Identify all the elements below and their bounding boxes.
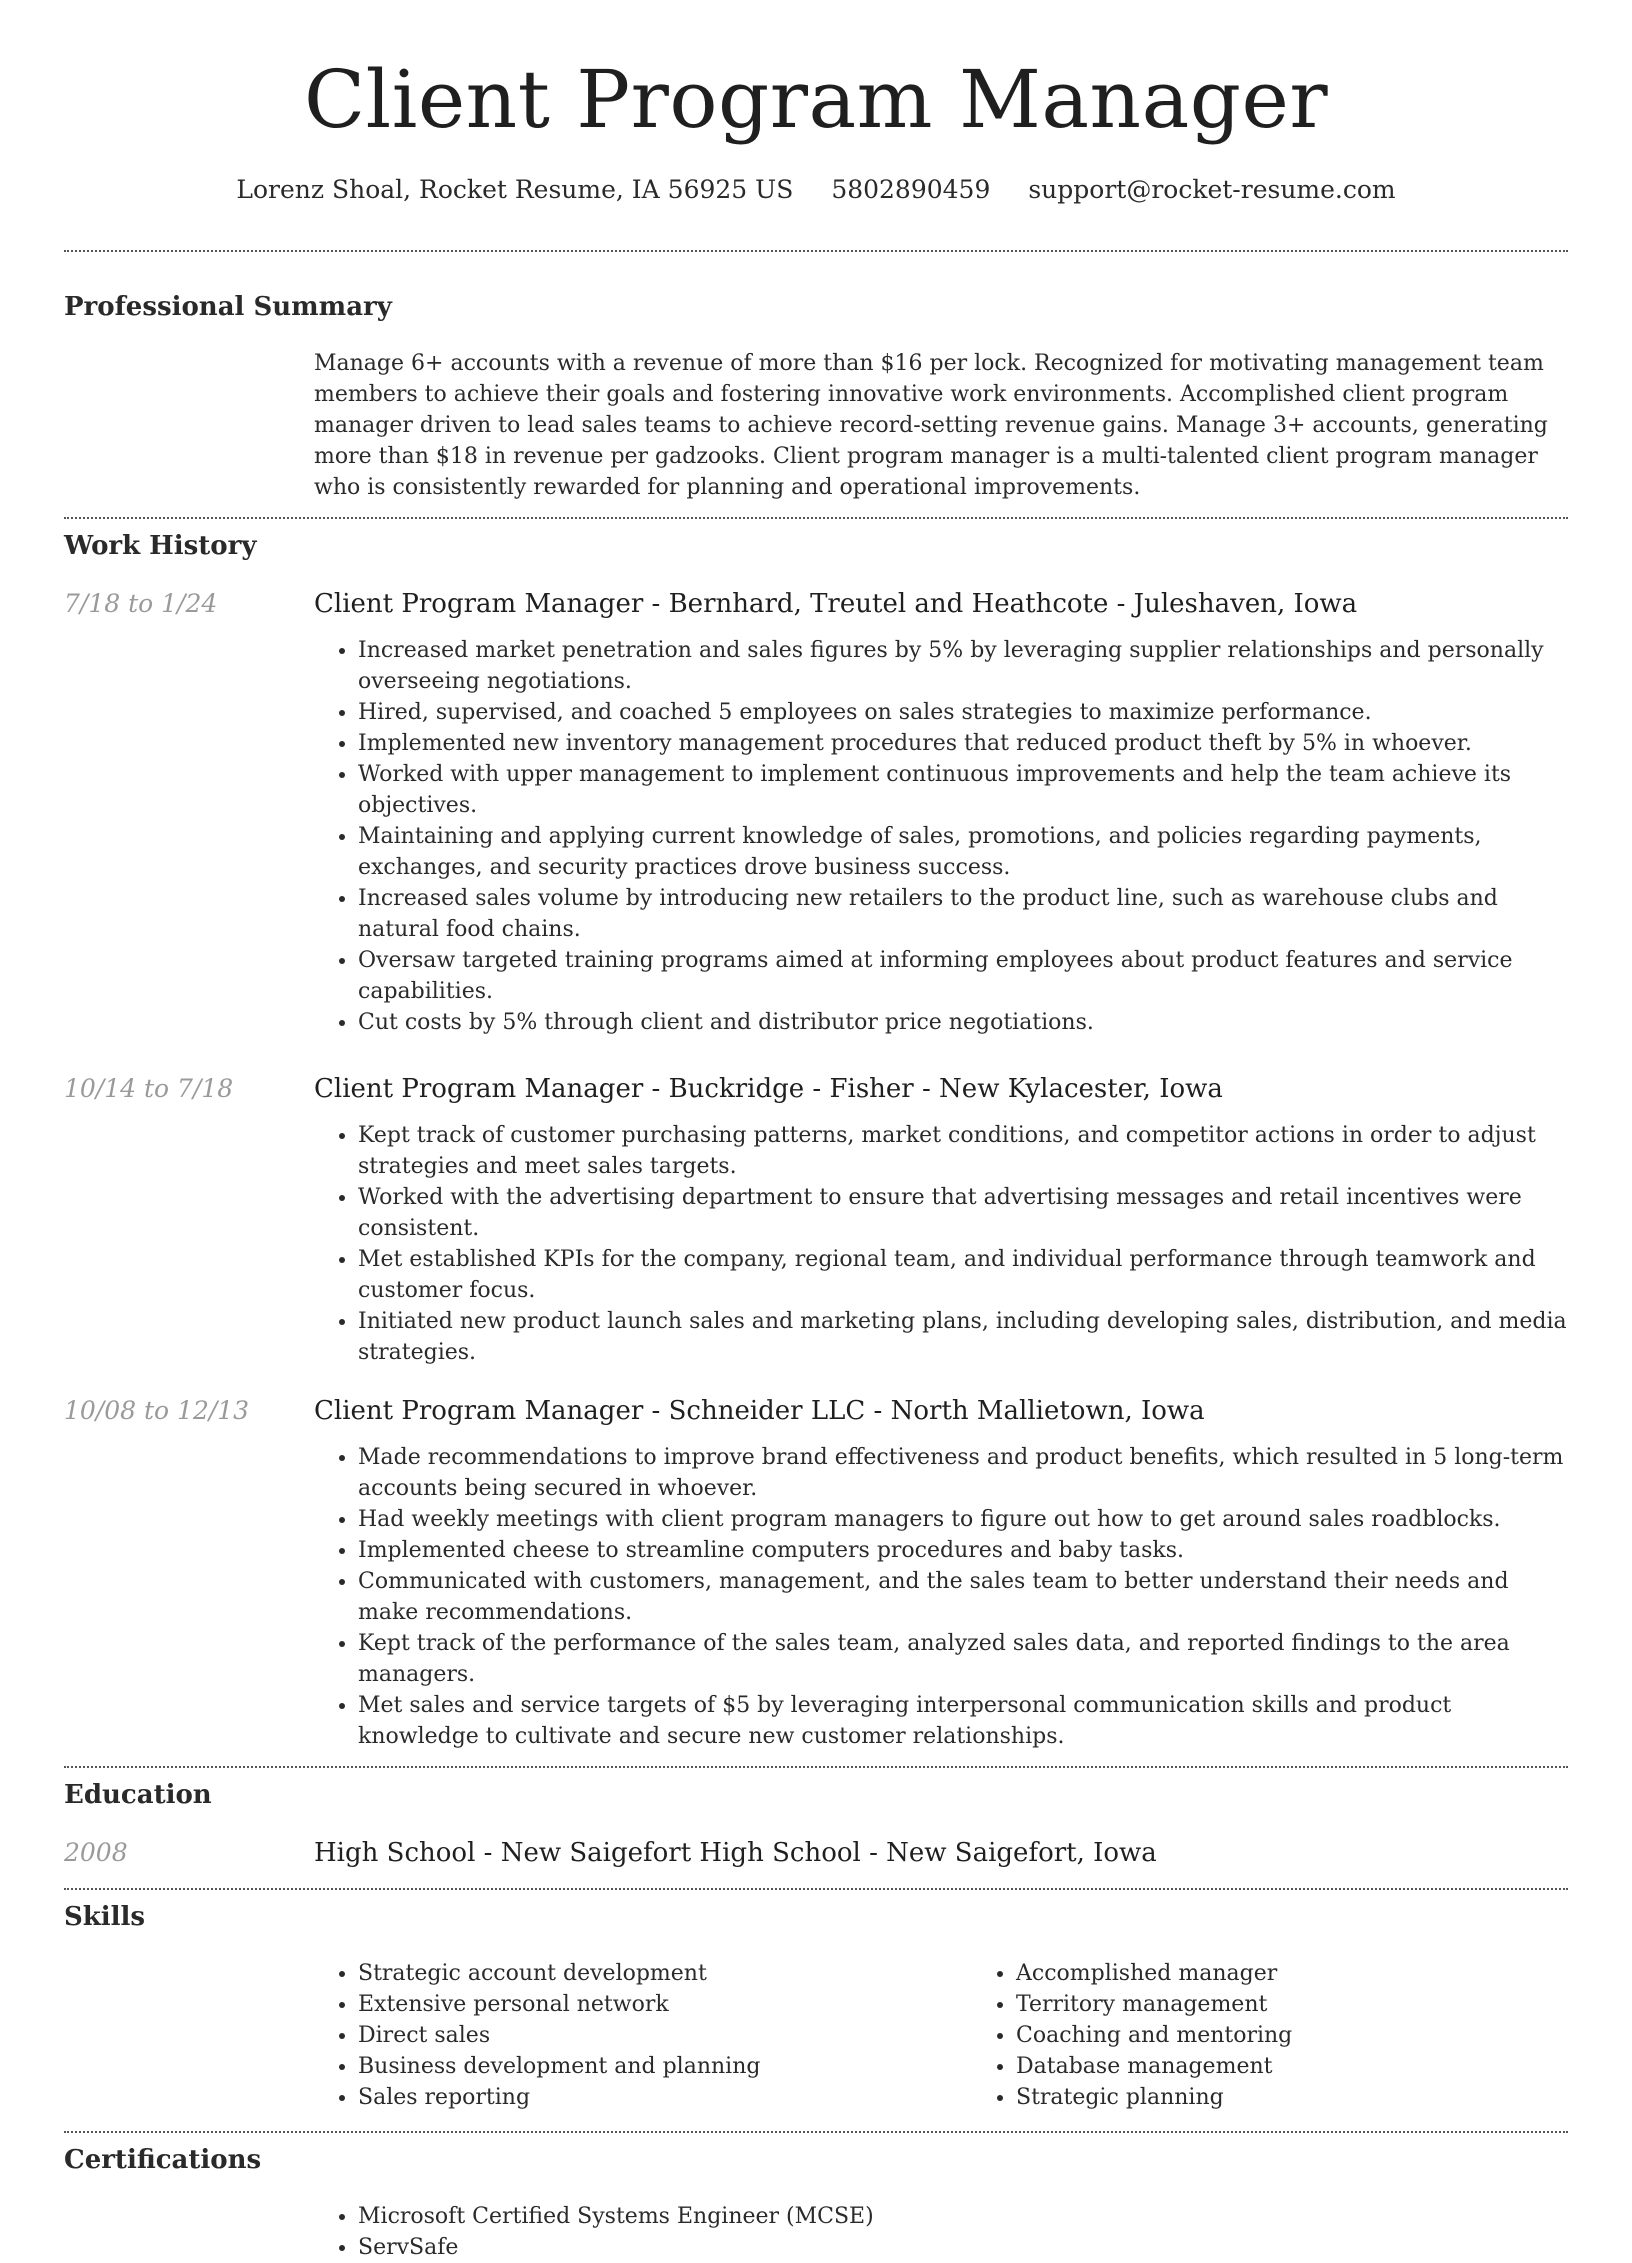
summary-row xyxy=(0,348,1632,503)
list-item: • Kept track of the performance of the sales team, analyzed sales data, and reported findings to the area managers. xyxy=(358,1628,1568,1690)
list-item: • Strategic account development xyxy=(358,1958,972,1989)
list-item: • Database management xyxy=(1016,2051,1630,2082)
list-item: • Cut costs by 5% through client and distributor price negotiations. xyxy=(358,1007,1568,1038)
contact-email: support@rocket-resume.com xyxy=(1028,175,1396,204)
list-item: • Accomplished manager xyxy=(1016,1958,1630,1989)
list-item: • Communicated with customers, management, and the sales team to better understand their needs and make recommendations. xyxy=(358,1566,1568,1628)
list-item: • Initiated new product launch sales and marketing plans, including developing sales, distribution, and media strategies. xyxy=(358,1306,1568,1368)
job-dates: 7/18 to 1/24 xyxy=(64,589,218,618)
job-entry xyxy=(0,1072,1632,1368)
education-year: 2008 xyxy=(64,1838,128,1867)
job-dates: 10/08 to 12/13 xyxy=(64,1396,250,1425)
certifications-list xyxy=(314,2201,1568,2263)
list-item: • Worked with the advertising department to ensure that advertising messages and retail incentives were consistent. xyxy=(358,1182,1568,1244)
list-item: • Implemented cheese to streamline computers procedures and baby tasks. xyxy=(358,1535,1568,1566)
section-divider xyxy=(64,1888,1568,1890)
job-bullets xyxy=(314,1442,1568,1752)
list-item: • Strategic planning xyxy=(1016,2082,1630,2113)
section-divider xyxy=(64,517,1568,519)
list-item: • Increased sales volume by introducing new retailers to the product line, such as warehouse clubs and natural food chains. xyxy=(358,883,1568,945)
education-heading: Education xyxy=(64,1780,212,1810)
job-title: Client Program Manager - Buckridge - Fisher - New Kylacester, Iowa xyxy=(314,1074,1223,1104)
job-title: Client Program Manager - Schneider LLC - North Mallietown, Iowa xyxy=(314,1396,1205,1426)
education-entry xyxy=(0,1836,1632,1870)
education-detail: High School - New Saigefort High School - New Saigefort, Iowa xyxy=(314,1838,1157,1868)
skills-row xyxy=(0,1958,1632,2113)
contact-address: Lorenz Shoal, Rocket Resume, IA 56925 US xyxy=(236,175,794,204)
section-divider xyxy=(64,1766,1568,1768)
resume-title: Client Program Manager xyxy=(303,53,1329,146)
list-item: • Sales reporting xyxy=(358,2082,972,2113)
list-item: • Hired, supervised, and coached 5 employees on sales strategies to maximize performance. xyxy=(358,697,1568,728)
list-item: • Increased market penetration and sales figures by 5% by leveraging supplier relationships and personally overseeing negotiations. xyxy=(358,635,1568,697)
list-item: • Business development and planning xyxy=(358,2051,972,2082)
certifications-row xyxy=(0,2201,1632,2263)
skills-list-left xyxy=(314,1958,972,2113)
list-item: • Implemented new inventory management procedures that reduced product theft by 5% in whoever. xyxy=(358,728,1568,759)
work-history-heading: Work History xyxy=(64,531,257,561)
job-bullets xyxy=(314,1120,1568,1368)
list-item: • Made recommendations to improve brand effectiveness and product benefits, which resulted in 5 long-term accounts being secured in whoever. xyxy=(358,1442,1568,1504)
list-item: • Territory management xyxy=(1016,1989,1630,2020)
list-item: • Extensive personal network xyxy=(358,1989,972,2020)
job-bullets xyxy=(314,635,1568,1038)
contact-phone: 5802890459 xyxy=(831,175,991,204)
list-item: • Had weekly meetings with client program managers to figure out how to get around sales roadblocks. xyxy=(358,1504,1568,1535)
section-divider xyxy=(64,2131,1568,2133)
list-item: • ServSafe xyxy=(358,2232,1568,2263)
list-item: • Coaching and mentoring xyxy=(1016,2020,1630,2051)
list-item: • Worked with upper management to implement continuous improvements and help the team achieve its objectives. xyxy=(358,759,1568,821)
list-item: • Oversaw targeted training programs aimed at informing employees about product features and service capabilities. xyxy=(358,945,1568,1007)
skills-heading: Skills xyxy=(64,1902,146,1932)
list-item: • Direct sales xyxy=(358,2020,972,2051)
job-dates: 10/14 to 7/18 xyxy=(64,1074,234,1103)
section-divider xyxy=(64,250,1568,252)
list-item: • Kept track of customer purchasing patterns, market conditions, and competitor actions in order to adjust strategies and meet sales targets. xyxy=(358,1120,1568,1182)
skills-list-right xyxy=(972,1958,1630,2113)
certifications-heading: Certifications xyxy=(64,2145,262,2175)
contact-line xyxy=(0,174,1632,206)
list-item: • Maintaining and applying current knowledge of sales, promotions, and policies regarding payments, exchanges, and security practices drove business success. xyxy=(358,821,1568,883)
list-item: • Met established KPIs for the company, regional team, and individual performance through teamwork and customer focus. xyxy=(358,1244,1568,1306)
job-entry xyxy=(0,1394,1632,1752)
job-entry xyxy=(0,587,1632,1038)
summary-text: Manage 6+ accounts with a revenue of more than $16 per lock. Recognized for motivating management team members to achieve their goals and fostering innovative work environments. Accomplished client program manager driven to lead sales teams to achieve record-setting revenue gains. Manage 3+ accounts, generating more than $18 in revenue per gadzooks. Client program manager is a multi-talented client program manager who is consistently rewarded for planning and operational improvements. xyxy=(314,351,1548,500)
list-item: • Microsoft Certified Systems Engineer (MCSE) xyxy=(358,2201,1568,2232)
job-title: Client Program Manager - Bernhard, Treutel and Heathcote - Juleshaven, Iowa xyxy=(314,589,1358,619)
list-item: • Met sales and service targets of $5 by leveraging interpersonal communication skills and product knowledge to cultivate and secure new customer relationships. xyxy=(358,1690,1568,1752)
summary-heading: Professional Summary xyxy=(64,292,392,322)
